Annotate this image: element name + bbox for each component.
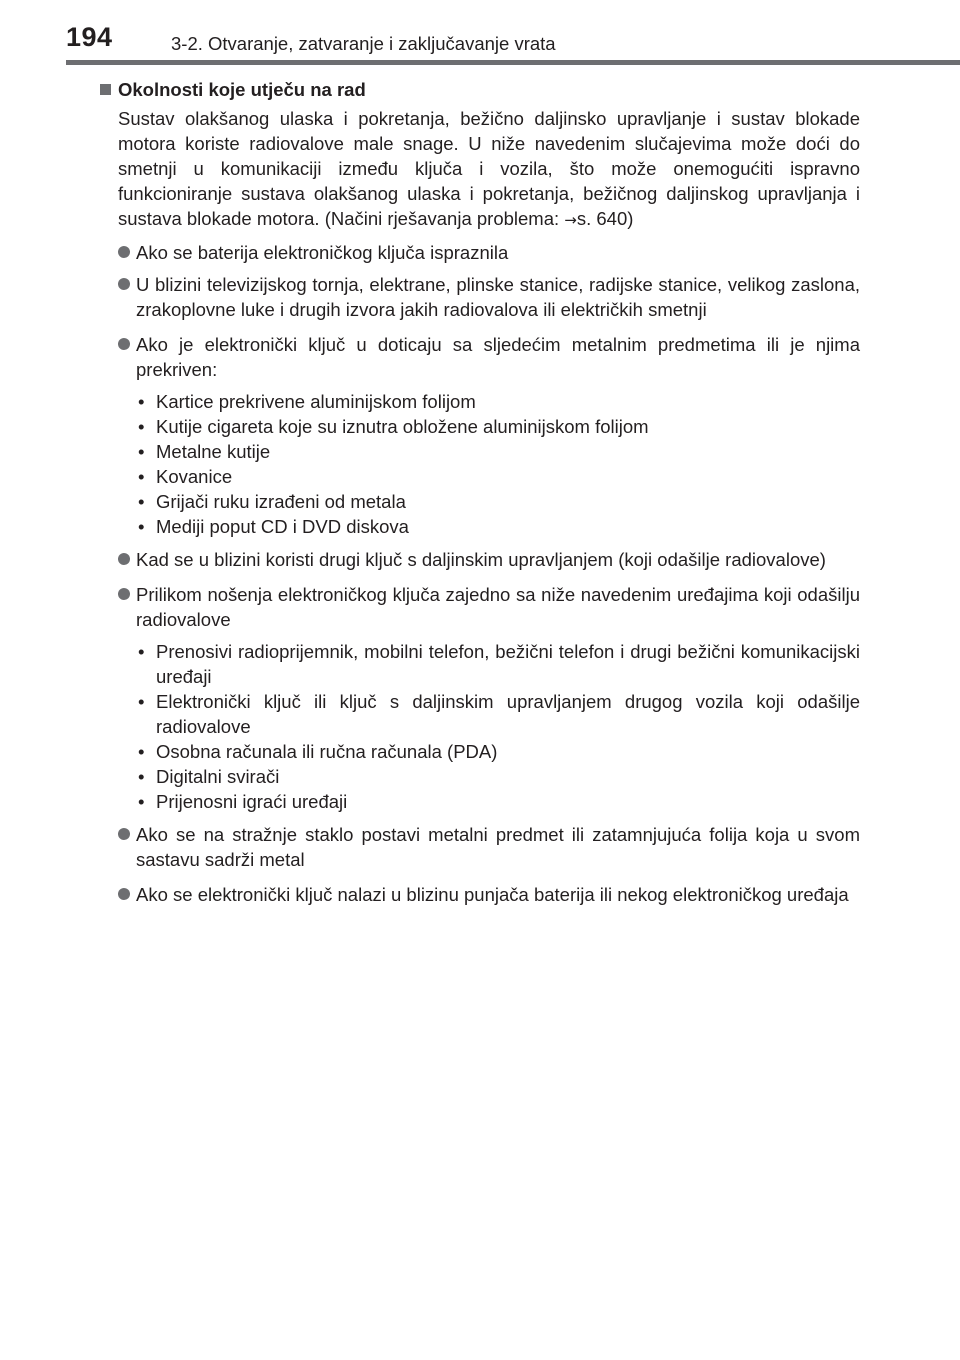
- condition-list: [98, 240, 860, 907]
- sub-list-item-text: Kartice prekrivene aluminijskom folijom: [156, 391, 476, 412]
- list-item-text: Ako se na stražnje staklo postavi metalni predmet ili zatamnjujuća folija koja u svom sastavu sadrži metal: [136, 824, 860, 870]
- list-item: [98, 882, 860, 907]
- list-item-text: U blizini televizijskog tornja, elektrane, plinske stanice, radijske stanice, velikog zaslona, zrakoplovne luke i drugih izvora jakih radiovalova ili električkih smetnji: [136, 274, 860, 320]
- list-item: [98, 582, 860, 632]
- bullet-dot-icon: •: [138, 691, 145, 712]
- round-bullet-icon: [118, 588, 130, 600]
- intro-text: Sustav olakšanog ulaska i pokretanja, bežično daljinsko upravljanje i sustav blokade motora koriste radiovalove male snage. U niže navedenim slučajevima može doći do smetnji u komunikaciji između ključa i vozila, što može onemogućiti ispravno funkcioniranje sustava olakšanog ulaska i pokretanja, bežičnog daljinskog upravljanja i sustava blokade motora. (Načini rješavanja problema:: [118, 108, 860, 229]
- list-item-text: Ako je elektronički ključ u doticaju sa sljedećim metalnim predmetima ili je njima prekriven:: [136, 334, 860, 380]
- sub-list-item-text: Mediji poput CD i DVD diskova: [156, 516, 409, 537]
- sub-list-item: [136, 689, 860, 739]
- intro-paragraph: [118, 106, 860, 233]
- round-bullet-icon: [118, 278, 130, 290]
- round-bullet-icon: [118, 828, 130, 840]
- list-item-text: Kad se u blizini koristi drugi ključ s daljinskim upravljanjem (koji odašilje radiovalove): [136, 549, 826, 570]
- sub-list-item: [136, 764, 860, 789]
- sub-list-item-text: Prenosivi radioprijemnik, mobilni telefon, bežični telefon i drugi bežični komunikacijski uređaji: [156, 641, 860, 687]
- section-heading-text: Okolnosti koje utječu na rad: [118, 79, 366, 100]
- list-item-text: Ako se elektronički ključ nalazi u blizinu punjača baterija ili nekog elektroničkog uređaja: [136, 884, 849, 905]
- sub-list-item: [136, 514, 860, 539]
- bullet-dot-icon: •: [138, 641, 145, 662]
- list-item: [98, 547, 860, 572]
- round-bullet-icon: [118, 246, 130, 258]
- round-bullet-icon: [118, 553, 130, 565]
- round-bullet-icon: [118, 888, 130, 900]
- sub-list-item: [136, 489, 860, 514]
- reference-arrow-icon: →: [564, 211, 577, 229]
- sub-list: [136, 639, 860, 814]
- header-rule: [66, 60, 960, 65]
- sub-list-item-text: Metalne kutije: [156, 441, 271, 462]
- list-item-text: Ako se baterija elektroničkog ključa ispraznila: [136, 242, 509, 263]
- list-item-text: Prilikom nošenja elektroničkog ključa zajedno sa niže navedenim uređajima koji odašilju radiovalove: [136, 584, 860, 630]
- sub-list-item: [136, 389, 860, 414]
- sub-list-item: [136, 439, 860, 464]
- bullet-dot-icon: •: [138, 441, 145, 462]
- list-item: [98, 272, 860, 322]
- sub-list-item: [136, 739, 860, 764]
- sub-list-item-text: Kovanice: [156, 466, 233, 487]
- list-item: [98, 332, 860, 382]
- bullet-dot-icon: •: [138, 391, 145, 412]
- sub-list-item-text: Kutije cigareta koje su iznutra obložene aluminijskom folijom: [156, 416, 649, 437]
- bullet-dot-icon: •: [138, 466, 145, 487]
- page-number: 194: [66, 22, 113, 52]
- sub-list: [136, 389, 860, 539]
- main-content: [98, 77, 860, 907]
- page-header: [66, 22, 960, 62]
- bullet-dot-icon: •: [138, 741, 145, 762]
- square-bullet-icon: [100, 84, 111, 95]
- sub-list-item-text: Prijenosni igraći uređaji: [156, 791, 348, 812]
- sub-list-item-text: Grijači ruku izrađeni od metala: [156, 491, 406, 512]
- sub-list-item: [136, 789, 860, 814]
- sub-list-item: [136, 464, 860, 489]
- bullet-dot-icon: •: [138, 416, 145, 437]
- bullet-dot-icon: •: [138, 491, 145, 512]
- list-item: [98, 240, 860, 265]
- sub-list-item: [136, 414, 860, 439]
- sub-list-item-text: Elektronički ključ ili ključ s daljinskim upravljanjem drugog vozila koji odašilje radiovalove: [156, 691, 860, 737]
- sub-list-item-text: Digitalni svirači: [156, 766, 280, 787]
- section-title: 3-2. Otvaranje, zatvaranje i zaključavanje vrata: [171, 33, 556, 54]
- bullet-dot-icon: •: [138, 766, 145, 787]
- sub-list-item-text: Osobna računala ili ručna računala (PDA): [156, 741, 498, 762]
- bullet-dot-icon: •: [138, 516, 145, 537]
- page-reference-link[interactable]: s. 640): [576, 208, 634, 229]
- round-bullet-icon: [118, 338, 130, 350]
- list-item: [98, 822, 860, 872]
- bullet-dot-icon: •: [138, 791, 145, 812]
- sub-list-item: [136, 639, 860, 689]
- section-heading: [98, 77, 860, 102]
